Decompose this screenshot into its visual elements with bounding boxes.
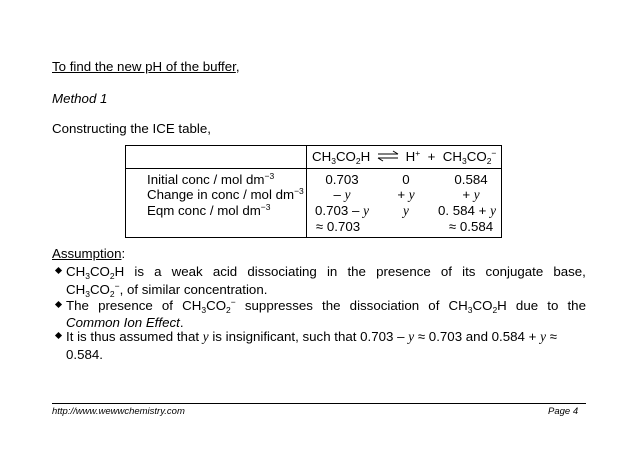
eqm-base: 0. 584 + y: [437, 203, 497, 218]
initial-acid: 0.703: [325, 172, 359, 187]
eqm-h: y: [403, 203, 409, 218]
row-label-eqm: Eqm conc / mol $dm^{-3}$: [147, 202, 271, 218]
bullet-icon: [55, 267, 62, 274]
assumption-bullet-3: It is thus assumed that y is insignificant, such that 0.703 – y ≈ 0.703 and 0.584 + y ≈ 0.584.: [66, 329, 557, 362]
assumption-bullet-2: The presence of $CH_3CO_2^-$ suppresses the dissociation of $CH_3CO_2H$ due to the Common Ion Effect.: [66, 297, 586, 330]
bullet-icon: [55, 332, 62, 339]
change-acid: – y: [333, 187, 351, 202]
row-label-change: Change in conc / mol $dm^{-3}$: [147, 186, 304, 202]
bullet-icon: [55, 301, 62, 308]
change-base: + y: [462, 187, 480, 202]
footer-divider: [52, 403, 586, 404]
ice-intro: Constructing the ICE table,: [52, 121, 211, 136]
table-divider-horizontal: [126, 168, 501, 169]
initial-h: 0: [402, 172, 410, 187]
approx-base: ≈ 0.584: [448, 219, 494, 234]
assumption-heading: Assumption:: [52, 246, 126, 261]
initial-base: 0.584: [454, 172, 488, 187]
ice-equation: $CH_3CO_2H$ $H^+ + CH_3CO_2^-$: [312, 148, 497, 166]
heading: To find the new pH of the buffer,: [52, 59, 240, 74]
heading-text: To find the new pH of the buffer: [52, 59, 236, 74]
footer-page-number: Page 4: [548, 406, 579, 417]
footer-url: http://www.wewwchemistry.com: [52, 406, 185, 417]
table-divider-vertical: [306, 146, 307, 237]
row-label-initial: Initial conc / mol $dm^{-3}$: [147, 171, 275, 187]
eqm-acid: 0.703 – y: [315, 203, 369, 218]
assumption-bullet-1: $CH_3CO_2H$ is a weak acid dissociating in the presence of its conjugate base, $CH_3CO_2^-$, of similar concentration.: [66, 264, 586, 299]
approx-acid: ≈ 0.703: [315, 219, 361, 234]
change-h: + y: [397, 187, 415, 202]
equilibrium-arrow-icon: [377, 150, 399, 162]
method-label: Method 1: [52, 91, 108, 106]
ice-table: [125, 145, 502, 238]
